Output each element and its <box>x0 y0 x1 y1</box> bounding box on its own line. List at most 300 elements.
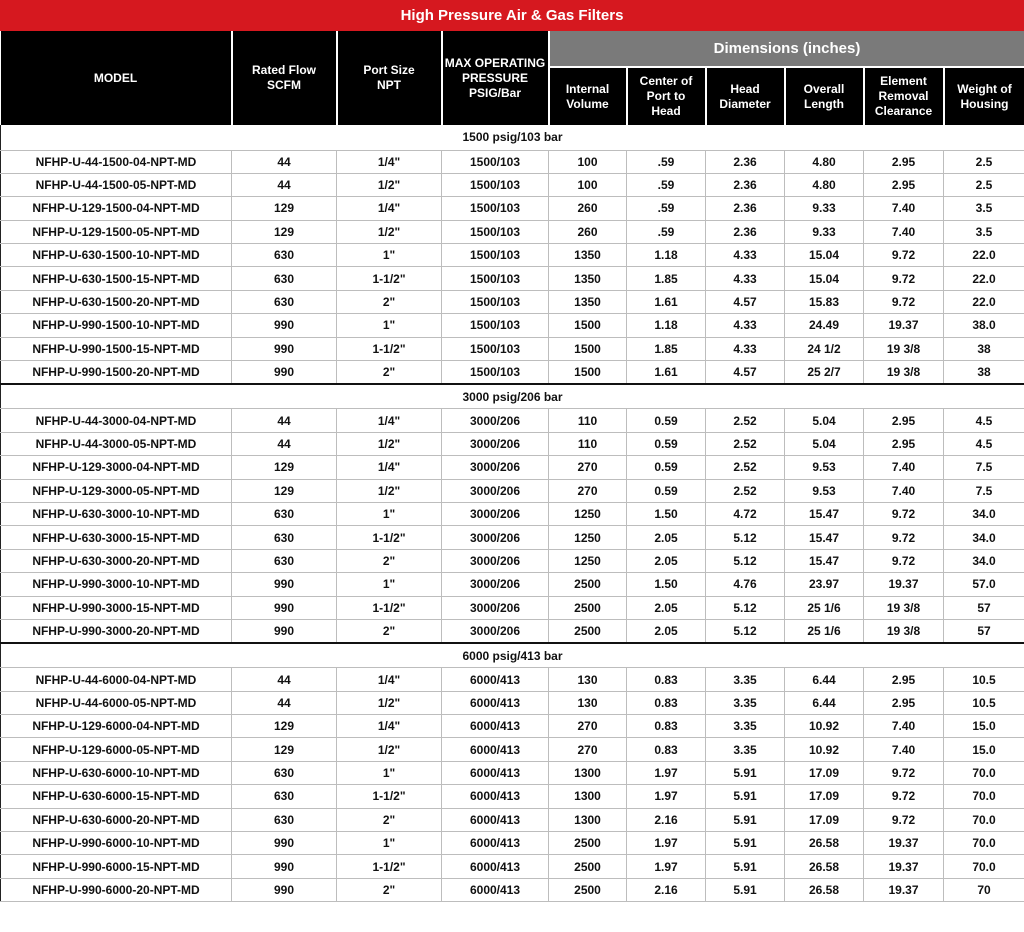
rated-flow-cell: 630 <box>232 267 337 290</box>
model-cell: NFHP-U-630-6000-10-NPT-MD <box>1 761 232 784</box>
model-cell: NFHP-U-990-3000-15-NPT-MD <box>1 596 232 619</box>
head-diameter-cell: 2.52 <box>706 479 785 502</box>
center-port-cell: 0.83 <box>627 668 706 691</box>
weight-cell: 4.5 <box>944 432 1024 455</box>
port-size-cell: 1/2" <box>337 479 442 502</box>
element-removal-cell: 7.40 <box>864 220 944 243</box>
port-size-cell: 1/4" <box>337 456 442 479</box>
port-size-cell: 1-1/2" <box>337 785 442 808</box>
model-cell: NFHP-U-990-1500-15-NPT-MD <box>1 337 232 360</box>
internal-volume-cell: 2500 <box>549 832 627 855</box>
port-size-cell: 1/4" <box>337 409 442 432</box>
port-size-cell: 1/4" <box>337 668 442 691</box>
weight-cell: 34.0 <box>944 549 1024 572</box>
model-cell: NFHP-U-630-3000-20-NPT-MD <box>1 549 232 572</box>
rated-flow-cell: 630 <box>232 761 337 784</box>
rated-flow-cell: 990 <box>232 361 337 384</box>
center-port-cell: .59 <box>627 220 706 243</box>
element-removal-cell: 7.40 <box>864 738 944 761</box>
model-cell: NFHP-U-630-3000-15-NPT-MD <box>1 526 232 549</box>
element-removal-cell: 2.95 <box>864 668 944 691</box>
element-removal-cell: 2.95 <box>864 150 944 173</box>
table-row <box>1 220 1024 243</box>
port-size-cell: 1/2" <box>337 173 442 196</box>
head-diameter-cell: 5.91 <box>706 761 785 784</box>
header-dimensions-group: Dimensions (inches) <box>549 31 1024 67</box>
head-diameter-cell: 2.36 <box>706 220 785 243</box>
head-diameter-cell: 2.36 <box>706 150 785 173</box>
element-removal-cell: 7.40 <box>864 197 944 220</box>
head-diameter-cell: 4.72 <box>706 502 785 525</box>
element-removal-cell: 19 3/8 <box>864 337 944 360</box>
rated-flow-cell: 44 <box>232 691 337 714</box>
element-removal-cell: 9.72 <box>864 244 944 267</box>
weight-cell: 57 <box>944 619 1024 642</box>
element-removal-cell: 19.37 <box>864 832 944 855</box>
max-pressure-cell: 3000/206 <box>442 432 549 455</box>
overall-length-cell: 15.47 <box>785 549 864 572</box>
rated-flow-cell: 129 <box>232 479 337 502</box>
rated-flow-cell: 630 <box>232 526 337 549</box>
model-cell: NFHP-U-630-3000-10-NPT-MD <box>1 502 232 525</box>
max-pressure-cell: 6000/413 <box>442 715 549 738</box>
overall-length-cell: 15.47 <box>785 502 864 525</box>
table-row <box>1 502 1024 525</box>
internal-volume-cell: 130 <box>549 668 627 691</box>
rated-flow-cell: 129 <box>232 197 337 220</box>
rated-flow-cell: 44 <box>232 150 337 173</box>
element-removal-cell: 9.72 <box>864 290 944 313</box>
weight-cell: 57.0 <box>944 573 1024 596</box>
element-removal-cell: 2.95 <box>864 691 944 714</box>
port-size-cell: 2" <box>337 549 442 572</box>
element-removal-cell: 9.72 <box>864 502 944 525</box>
head-diameter-cell: 5.12 <box>706 596 785 619</box>
head-diameter-cell: 4.57 <box>706 361 785 384</box>
table-row <box>1 619 1024 642</box>
section-header-row <box>1 384 1024 409</box>
table-row <box>1 456 1024 479</box>
center-port-cell: 0.83 <box>627 738 706 761</box>
table-row <box>1 337 1024 360</box>
center-port-cell: .59 <box>627 173 706 196</box>
port-size-cell: 1" <box>337 761 442 784</box>
center-port-cell: 1.61 <box>627 361 706 384</box>
section-header-row <box>1 125 1024 150</box>
port-size-cell: 1/4" <box>337 715 442 738</box>
center-port-cell: 0.83 <box>627 715 706 738</box>
model-cell: NFHP-U-129-6000-04-NPT-MD <box>1 715 232 738</box>
overall-length-cell: 4.80 <box>785 173 864 196</box>
model-cell: NFHP-U-630-6000-15-NPT-MD <box>1 785 232 808</box>
port-size-cell: 1" <box>337 502 442 525</box>
head-diameter-cell: 4.33 <box>706 337 785 360</box>
table-row <box>1 409 1024 432</box>
max-pressure-cell: 1500/103 <box>442 361 549 384</box>
element-removal-cell: 7.40 <box>864 715 944 738</box>
head-diameter-cell: 3.35 <box>706 691 785 714</box>
weight-cell: 22.0 <box>944 244 1024 267</box>
element-removal-cell: 2.95 <box>864 409 944 432</box>
port-size-cell: 1/4" <box>337 197 442 220</box>
model-cell: NFHP-U-990-3000-10-NPT-MD <box>1 573 232 596</box>
port-size-cell: 1-1/2" <box>337 337 442 360</box>
header-row-top <box>1 31 1024 67</box>
rated-flow-cell: 129 <box>232 456 337 479</box>
weight-cell: 70 <box>944 878 1024 901</box>
table-row <box>1 668 1024 691</box>
max-pressure-cell: 1500/103 <box>442 197 549 220</box>
internal-volume-cell: 270 <box>549 715 627 738</box>
model-cell: NFHP-U-990-6000-10-NPT-MD <box>1 832 232 855</box>
rated-flow-cell: 630 <box>232 290 337 313</box>
max-pressure-cell: 1500/103 <box>442 314 549 337</box>
overall-length-cell: 17.09 <box>785 761 864 784</box>
max-pressure-cell: 3000/206 <box>442 409 549 432</box>
overall-length-cell: 9.53 <box>785 479 864 502</box>
rated-flow-cell: 44 <box>232 432 337 455</box>
center-port-cell: 1.50 <box>627 502 706 525</box>
max-pressure-cell: 1500/103 <box>442 244 549 267</box>
element-removal-cell: 19 3/8 <box>864 596 944 619</box>
weight-cell: 38 <box>944 361 1024 384</box>
header-center-port-to-head: Center of Port to Head <box>627 67 706 125</box>
table-row <box>1 761 1024 784</box>
port-size-cell: 1-1/2" <box>337 267 442 290</box>
model-cell: NFHP-U-44-1500-05-NPT-MD <box>1 173 232 196</box>
head-diameter-cell: 5.91 <box>706 855 785 878</box>
head-diameter-cell: 5.91 <box>706 878 785 901</box>
max-pressure-cell: 1500/103 <box>442 220 549 243</box>
center-port-cell: 1.97 <box>627 785 706 808</box>
weight-cell: 3.5 <box>944 220 1024 243</box>
max-pressure-cell: 3000/206 <box>442 456 549 479</box>
max-pressure-cell: 1500/103 <box>442 337 549 360</box>
head-diameter-cell: 4.33 <box>706 244 785 267</box>
max-pressure-cell: 6000/413 <box>442 738 549 761</box>
center-port-cell: 2.05 <box>627 549 706 572</box>
element-removal-cell: 19.37 <box>864 573 944 596</box>
header-model: MODEL <box>1 31 232 125</box>
table-row <box>1 691 1024 714</box>
internal-volume-cell: 130 <box>549 691 627 714</box>
max-pressure-cell: 3000/206 <box>442 526 549 549</box>
element-removal-cell: 19.37 <box>864 878 944 901</box>
section-label: 1500 psig/103 bar <box>1 125 1024 150</box>
element-removal-cell: 19.37 <box>864 855 944 878</box>
weight-cell: 38 <box>944 337 1024 360</box>
head-diameter-cell: 5.12 <box>706 526 785 549</box>
overall-length-cell: 15.47 <box>785 526 864 549</box>
head-diameter-cell: 4.57 <box>706 290 785 313</box>
max-pressure-cell: 6000/413 <box>442 832 549 855</box>
port-size-cell: 1" <box>337 832 442 855</box>
overall-length-cell: 25 1/6 <box>785 619 864 642</box>
head-diameter-cell: 3.35 <box>706 715 785 738</box>
table-row <box>1 549 1024 572</box>
center-port-cell: 2.05 <box>627 596 706 619</box>
internal-volume-cell: 1250 <box>549 502 627 525</box>
rated-flow-cell: 129 <box>232 738 337 761</box>
header-internal-volume: Internal Volume <box>549 67 627 125</box>
table-row <box>1 785 1024 808</box>
overall-length-cell: 15.04 <box>785 267 864 290</box>
overall-length-cell: 4.80 <box>785 150 864 173</box>
table-row <box>1 314 1024 337</box>
port-size-cell: 2" <box>337 290 442 313</box>
table-row <box>1 290 1024 313</box>
center-port-cell: 1.18 <box>627 314 706 337</box>
model-cell: NFHP-U-44-3000-04-NPT-MD <box>1 409 232 432</box>
rated-flow-cell: 630 <box>232 502 337 525</box>
rated-flow-cell: 990 <box>232 855 337 878</box>
port-size-cell: 1-1/2" <box>337 526 442 549</box>
internal-volume-cell: 110 <box>549 432 627 455</box>
header-weight: Weight of Housing <box>944 67 1024 125</box>
center-port-cell: 0.59 <box>627 409 706 432</box>
center-port-cell: 1.85 <box>627 267 706 290</box>
port-size-cell: 1/2" <box>337 220 442 243</box>
table-row <box>1 878 1024 901</box>
max-pressure-cell: 1500/103 <box>442 267 549 290</box>
weight-cell: 57 <box>944 596 1024 619</box>
internal-volume-cell: 270 <box>549 738 627 761</box>
head-diameter-cell: 5.12 <box>706 549 785 572</box>
internal-volume-cell: 100 <box>549 173 627 196</box>
port-size-cell: 1/2" <box>337 432 442 455</box>
max-pressure-cell: 3000/206 <box>442 549 549 572</box>
internal-volume-cell: 1300 <box>549 761 627 784</box>
port-size-cell: 1-1/2" <box>337 596 442 619</box>
head-diameter-cell: 3.35 <box>706 738 785 761</box>
overall-length-cell: 26.58 <box>785 855 864 878</box>
weight-cell: 10.5 <box>944 668 1024 691</box>
filter-spec-table <box>0 31 1024 902</box>
element-removal-cell: 9.72 <box>864 808 944 831</box>
rated-flow-cell: 990 <box>232 619 337 642</box>
max-pressure-cell: 6000/413 <box>442 761 549 784</box>
overall-length-cell: 6.44 <box>785 668 864 691</box>
table-body <box>1 125 1024 902</box>
rated-flow-cell: 990 <box>232 878 337 901</box>
weight-cell: 70.0 <box>944 808 1024 831</box>
rated-flow-cell: 44 <box>232 668 337 691</box>
head-diameter-cell: 5.91 <box>706 808 785 831</box>
center-port-cell: 2.05 <box>627 619 706 642</box>
header-port-size: Port Size NPT <box>337 31 442 125</box>
overall-length-cell: 9.33 <box>785 220 864 243</box>
max-pressure-cell: 6000/413 <box>442 668 549 691</box>
head-diameter-cell: 3.35 <box>706 668 785 691</box>
model-cell: NFHP-U-990-3000-20-NPT-MD <box>1 619 232 642</box>
weight-cell: 10.5 <box>944 691 1024 714</box>
center-port-cell: 2.16 <box>627 808 706 831</box>
overall-length-cell: 9.33 <box>785 197 864 220</box>
table-row <box>1 596 1024 619</box>
weight-cell: 7.5 <box>944 479 1024 502</box>
port-size-cell: 1" <box>337 573 442 596</box>
model-cell: NFHP-U-129-1500-04-NPT-MD <box>1 197 232 220</box>
table-row <box>1 526 1024 549</box>
rated-flow-cell: 129 <box>232 220 337 243</box>
weight-cell: 15.0 <box>944 738 1024 761</box>
model-cell: NFHP-U-630-6000-20-NPT-MD <box>1 808 232 831</box>
rated-flow-cell: 630 <box>232 549 337 572</box>
table-row <box>1 432 1024 455</box>
head-diameter-cell: 2.36 <box>706 173 785 196</box>
head-diameter-cell: 2.36 <box>706 197 785 220</box>
model-cell: NFHP-U-630-1500-20-NPT-MD <box>1 290 232 313</box>
overall-length-cell: 26.58 <box>785 878 864 901</box>
model-cell: NFHP-U-44-6000-04-NPT-MD <box>1 668 232 691</box>
max-pressure-cell: 6000/413 <box>442 691 549 714</box>
max-pressure-cell: 3000/206 <box>442 619 549 642</box>
internal-volume-cell: 2500 <box>549 596 627 619</box>
model-cell: NFHP-U-129-3000-04-NPT-MD <box>1 456 232 479</box>
weight-cell: 15.0 <box>944 715 1024 738</box>
center-port-cell: .59 <box>627 197 706 220</box>
internal-volume-cell: 2500 <box>549 855 627 878</box>
overall-length-cell: 9.53 <box>785 456 864 479</box>
element-removal-cell: 2.95 <box>864 432 944 455</box>
center-port-cell: 1.97 <box>627 761 706 784</box>
max-pressure-cell: 6000/413 <box>442 878 549 901</box>
section-label: 3000 psig/206 bar <box>1 384 1024 409</box>
center-port-cell: 2.16 <box>627 878 706 901</box>
weight-cell: 2.5 <box>944 150 1024 173</box>
internal-volume-cell: 2500 <box>549 619 627 642</box>
element-removal-cell: 9.72 <box>864 761 944 784</box>
head-diameter-cell: 4.76 <box>706 573 785 596</box>
header-head-diameter: Head Diameter <box>706 67 785 125</box>
center-port-cell: 1.61 <box>627 290 706 313</box>
model-cell: NFHP-U-630-1500-15-NPT-MD <box>1 267 232 290</box>
section-header-row <box>1 643 1024 668</box>
max-pressure-cell: 3000/206 <box>442 479 549 502</box>
header-element-removal: Element Removal Clearance <box>864 67 944 125</box>
center-port-cell: 0.59 <box>627 432 706 455</box>
table-row <box>1 715 1024 738</box>
internal-volume-cell: 1300 <box>549 808 627 831</box>
internal-volume-cell: 1500 <box>549 337 627 360</box>
weight-cell: 70.0 <box>944 761 1024 784</box>
weight-cell: 34.0 <box>944 502 1024 525</box>
port-size-cell: 1" <box>337 244 442 267</box>
rated-flow-cell: 990 <box>232 314 337 337</box>
element-removal-cell: 7.40 <box>864 456 944 479</box>
max-pressure-cell: 6000/413 <box>442 855 549 878</box>
table-row <box>1 573 1024 596</box>
port-size-cell: 2" <box>337 808 442 831</box>
overall-length-cell: 25 1/6 <box>785 596 864 619</box>
overall-length-cell: 26.58 <box>785 832 864 855</box>
overall-length-cell: 23.97 <box>785 573 864 596</box>
overall-length-cell: 17.09 <box>785 808 864 831</box>
internal-volume-cell: 1500 <box>549 361 627 384</box>
element-removal-cell: 9.72 <box>864 549 944 572</box>
internal-volume-cell: 1500 <box>549 314 627 337</box>
center-port-cell: 0.59 <box>627 479 706 502</box>
center-port-cell: 1.97 <box>627 855 706 878</box>
rated-flow-cell: 990 <box>232 596 337 619</box>
overall-length-cell: 10.92 <box>785 715 864 738</box>
rated-flow-cell: 129 <box>232 715 337 738</box>
element-removal-cell: 9.72 <box>864 267 944 290</box>
max-pressure-cell: 1500/103 <box>442 173 549 196</box>
max-pressure-cell: 3000/206 <box>442 596 549 619</box>
weight-cell: 22.0 <box>944 267 1024 290</box>
head-diameter-cell: 2.52 <box>706 432 785 455</box>
rated-flow-cell: 990 <box>232 337 337 360</box>
overall-length-cell: 15.04 <box>785 244 864 267</box>
internal-volume-cell: 1350 <box>549 267 627 290</box>
center-port-cell: 1.50 <box>627 573 706 596</box>
head-diameter-cell: 5.91 <box>706 785 785 808</box>
model-cell: NFHP-U-990-1500-20-NPT-MD <box>1 361 232 384</box>
rated-flow-cell: 44 <box>232 173 337 196</box>
internal-volume-cell: 270 <box>549 456 627 479</box>
weight-cell: 70.0 <box>944 855 1024 878</box>
rated-flow-cell: 630 <box>232 808 337 831</box>
port-size-cell: 1-1/2" <box>337 855 442 878</box>
head-diameter-cell: 4.33 <box>706 267 785 290</box>
internal-volume-cell: 1250 <box>549 526 627 549</box>
element-removal-cell: 7.40 <box>864 479 944 502</box>
max-pressure-cell: 6000/413 <box>442 808 549 831</box>
center-port-cell: 2.05 <box>627 526 706 549</box>
table-row <box>1 150 1024 173</box>
weight-cell: 3.5 <box>944 197 1024 220</box>
overall-length-cell: 6.44 <box>785 691 864 714</box>
table-title: High Pressure Air & Gas Filters <box>0 0 1024 31</box>
model-cell: NFHP-U-990-6000-20-NPT-MD <box>1 878 232 901</box>
max-pressure-cell: 1500/103 <box>442 150 549 173</box>
table-row <box>1 244 1024 267</box>
table-row <box>1 738 1024 761</box>
port-size-cell: 1" <box>337 314 442 337</box>
internal-volume-cell: 110 <box>549 409 627 432</box>
rated-flow-cell: 630 <box>232 244 337 267</box>
header-overall-length: Overall Length <box>785 67 864 125</box>
weight-cell: 34.0 <box>944 526 1024 549</box>
overall-length-cell: 5.04 <box>785 432 864 455</box>
internal-volume-cell: 2500 <box>549 878 627 901</box>
internal-volume-cell: 100 <box>549 150 627 173</box>
internal-volume-cell: 1300 <box>549 785 627 808</box>
overall-length-cell: 25 2/7 <box>785 361 864 384</box>
head-diameter-cell: 5.91 <box>706 832 785 855</box>
port-size-cell: 1/2" <box>337 738 442 761</box>
element-removal-cell: 9.72 <box>864 785 944 808</box>
weight-cell: 4.5 <box>944 409 1024 432</box>
element-removal-cell: 19 3/8 <box>864 361 944 384</box>
weight-cell: 70.0 <box>944 785 1024 808</box>
element-removal-cell: 2.95 <box>864 173 944 196</box>
internal-volume-cell: 1250 <box>549 549 627 572</box>
internal-volume-cell: 2500 <box>549 573 627 596</box>
center-port-cell: 0.59 <box>627 456 706 479</box>
header-rated-flow: Rated Flow SCFM <box>232 31 337 125</box>
table-row <box>1 808 1024 831</box>
model-cell: NFHP-U-129-6000-05-NPT-MD <box>1 738 232 761</box>
internal-volume-cell: 270 <box>549 479 627 502</box>
center-port-cell: 1.85 <box>627 337 706 360</box>
weight-cell: 70.0 <box>944 832 1024 855</box>
internal-volume-cell: 260 <box>549 220 627 243</box>
weight-cell: 22.0 <box>944 290 1024 313</box>
rated-flow-cell: 44 <box>232 409 337 432</box>
weight-cell: 2.5 <box>944 173 1024 196</box>
